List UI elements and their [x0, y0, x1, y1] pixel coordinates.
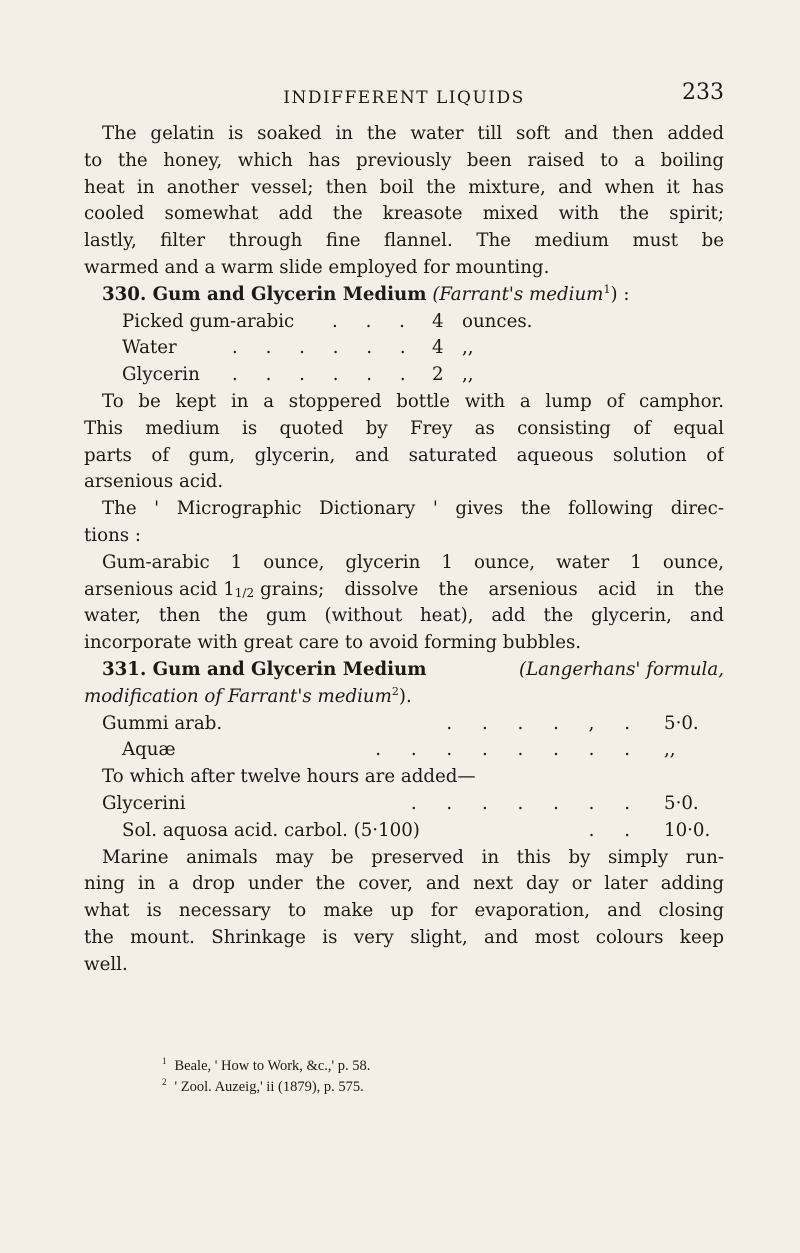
- text-segment-a: arsenious acid 1: [84, 578, 235, 600]
- footnote-text: Beale, ' How to Work, &c.,' p. 58.: [174, 1058, 371, 1074]
- section-330-tail: ) :: [610, 283, 630, 305]
- ingredient-name: Gummi arab.: [102, 712, 223, 734]
- text-line: parts of gum, glycerin, and saturated aqueous solution of: [84, 444, 724, 466]
- footnote-mark: 2: [162, 1077, 167, 1088]
- ingredient-unit: ,,: [462, 364, 474, 386]
- ingredient-unit: ounces.: [462, 310, 533, 332]
- text-segment: [84, 577, 254, 604]
- section-330-heading: [84, 282, 724, 309]
- ingredient-qty: 2: [432, 364, 444, 386]
- ingredient-name: Picked gum-arabic: [122, 310, 295, 332]
- running-title: INDIFFERENT LIQUIDS: [283, 88, 525, 108]
- ingredient-qty: 10·0.: [664, 819, 711, 841]
- section-331-citation: (Langerhans' formula,: [519, 658, 724, 680]
- recipe-row: [122, 362, 724, 389]
- text-line: tions :: [84, 524, 142, 546]
- ingredient-name: Aquæ: [122, 739, 176, 761]
- section-331-tail: ).: [398, 685, 412, 707]
- ingredient-qty: 5·0.: [664, 712, 699, 734]
- leader-dots: . . . . , .: [446, 712, 642, 734]
- leader-dots: . . .: [332, 310, 416, 332]
- recipe-331b: [84, 791, 724, 845]
- section-331-heading-cont: [84, 684, 724, 711]
- recipe-row: [102, 818, 724, 845]
- recipe-row: [102, 711, 724, 738]
- text-line: The gelatin is soaked in the water till soft and then added: [102, 123, 724, 144]
- fraction-half: 1/2: [234, 585, 255, 600]
- recipe-330: [84, 309, 724, 389]
- footnote-ref-2: 2: [391, 684, 399, 698]
- running-head: [84, 80, 724, 110]
- ingredient-unit: ,,: [462, 337, 474, 359]
- footnote-text: ' Zool. Auzeig,' ii (1879), p. 575.: [174, 1079, 364, 1095]
- section-330-citation: (Farrant's medium: [432, 283, 604, 305]
- text-line: ning in a drop under the cover, and next day or later adding: [84, 873, 724, 895]
- text-segment-b: grains; dissolve the arsenious acid in the: [260, 578, 724, 600]
- text-line: Gum-arabic 1 ounce, glycerin 1 ounce, water 1 ounce,: [102, 551, 724, 573]
- text-line: Marine animals may be preserved in this by simply run-: [102, 846, 724, 868]
- recipe-331: [84, 711, 724, 765]
- footnote-ref-1: 1: [603, 282, 611, 296]
- ingredient-name: Glycerini: [102, 792, 186, 814]
- section-331-citation-cont: modification of Farrant's medium: [84, 685, 392, 707]
- text-line: To which after twelve hours are added—: [102, 766, 476, 788]
- text-line: incorporate with great care to avoid forming bubbles.: [84, 632, 582, 654]
- section-331-heading: [84, 657, 724, 684]
- text-line: to the honey, which has previously been raised to a boiling: [84, 149, 724, 171]
- ingredient-qty: 5·0.: [664, 792, 699, 814]
- section-330-title: 330. Gum and Glycerin Medium: [102, 283, 427, 305]
- leader-dots: . . . . . .: [232, 337, 417, 359]
- leader-dots: . . . . . . .: [410, 792, 642, 814]
- text-line: cooled somewhat add the kreasote mixed with the spirit;: [84, 203, 724, 225]
- footnote-mark: 1: [162, 1056, 167, 1067]
- ingredient-qty: 4: [432, 310, 444, 332]
- text-line: heat in another vessel; then boil the mixture, and when it has: [84, 176, 724, 198]
- footnote: [162, 1077, 722, 1098]
- text-line: The ' Micrographic Dictionary ' gives the following direc-: [102, 498, 724, 520]
- footnotes: [162, 1056, 722, 1098]
- text-line-with-fraction: [84, 577, 724, 604]
- text-line: arsenious acid.: [84, 471, 224, 493]
- text-line: well.: [84, 953, 128, 975]
- section-331-title: 331. Gum and Glycerin Medium: [102, 658, 427, 680]
- ingredient-name: Water: [122, 337, 177, 359]
- page-number: 233: [682, 80, 724, 105]
- ingredient-name: Sol. aquosa acid. carbol. (5·100): [122, 819, 420, 841]
- leader-dots: . . . . . . . .: [375, 739, 642, 761]
- ingredient-qty: ,,: [664, 739, 676, 761]
- text-line: what is necessary to make up for evaporation, and closing: [84, 900, 724, 922]
- ingredient-name: Glycerin: [122, 364, 200, 386]
- ingredient-qty: 4: [432, 337, 444, 359]
- text-line: To be kept in a stoppered bottle with a lump of camphor.: [102, 390, 724, 412]
- footnote: [162, 1056, 722, 1077]
- text-line: lastly, filter through fine flannel. The medium must be: [84, 230, 724, 252]
- page-body: [84, 121, 724, 979]
- text-line: This medium is quoted by Frey as consisting of equal: [84, 417, 724, 439]
- text-line: warmed and a warm slide employed for mounting.: [84, 256, 550, 278]
- recipe-row: [122, 309, 724, 336]
- text-line: water, then the gum (without heat), add the glycerin, and: [84, 605, 724, 627]
- leader-dots: . .: [588, 819, 642, 841]
- text-line: the mount. Shrinkage is very slight, and most colours keep: [84, 926, 724, 948]
- recipe-row: [122, 335, 724, 362]
- recipe-row: [102, 737, 724, 764]
- leader-dots: . . . . . .: [232, 364, 417, 386]
- recipe-row: [102, 791, 724, 818]
